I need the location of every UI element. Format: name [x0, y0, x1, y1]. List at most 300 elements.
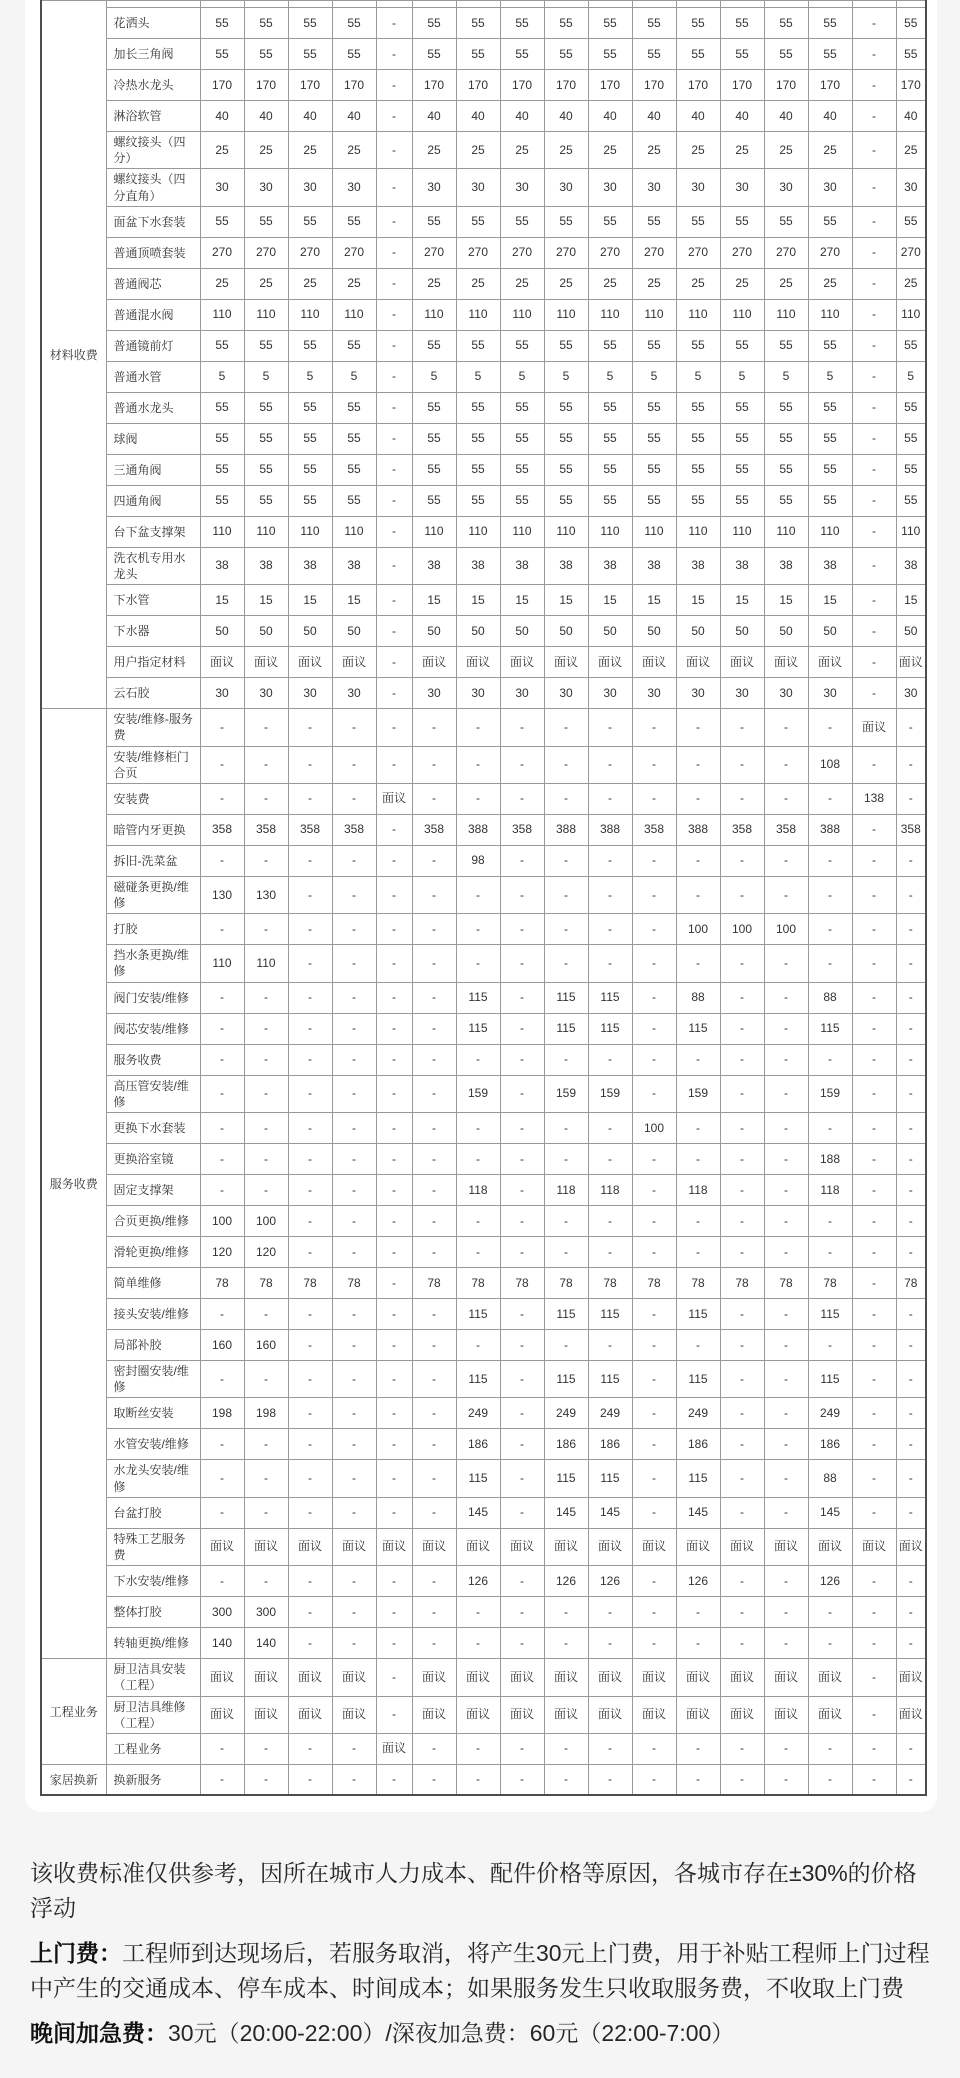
price-cell: -: [764, 1044, 808, 1075]
price-cell: 358: [764, 814, 808, 845]
price-cell: -: [288, 945, 332, 982]
price-cell: -: [852, 485, 896, 516]
price-cell: 115: [456, 1361, 500, 1398]
price-cell: -: [376, 237, 412, 268]
price-cell: -: [332, 845, 376, 876]
price-cell: -: [808, 1237, 852, 1268]
price-cell: 25: [244, 132, 288, 169]
price-cell: 170: [456, 70, 500, 101]
visit-fee-label: 上门费：: [30, 1940, 122, 1967]
price-cell: -: [544, 1144, 588, 1175]
price-cell: -: [500, 1566, 544, 1597]
price-cell: 55: [808, 485, 852, 516]
price-cell: -: [852, 1460, 896, 1497]
row-label-cell: 水龙头安装/维修: [106, 1460, 200, 1497]
price-cell: 25: [676, 132, 720, 169]
price-cell: -: [200, 1733, 244, 1764]
price-cell: -: [376, 1398, 412, 1429]
price-cell: 30: [244, 678, 288, 709]
price-cell: -: [852, 1628, 896, 1659]
price-cell: 25: [200, 132, 244, 169]
price-cell: 40: [200, 101, 244, 132]
price-cell: -: [288, 1075, 332, 1112]
price-cell: [456, 1, 500, 8]
price-cell: 126: [456, 1566, 500, 1597]
price-cell: 55: [200, 39, 244, 70]
price-cell: 110: [244, 516, 288, 547]
price-cell: 25: [412, 132, 456, 169]
price-cell: 110: [200, 945, 244, 982]
row-label-cell: 洗衣机专用水龙头: [106, 547, 200, 584]
price-cell: 115: [808, 1299, 852, 1330]
price-cell: [896, 1, 926, 8]
price-cell: 55: [764, 330, 808, 361]
price-cell: -: [456, 1113, 500, 1144]
price-cell: -: [412, 945, 456, 982]
price-cell: 面议: [676, 647, 720, 678]
price-cell: -: [720, 1497, 764, 1528]
price-cell: 110: [244, 945, 288, 982]
price-cell: 40: [764, 101, 808, 132]
price-cell: 110: [332, 299, 376, 330]
price-cell: -: [720, 1733, 764, 1764]
price-cell: 55: [288, 206, 332, 237]
price-cell: -: [720, 1113, 764, 1144]
table-row: [41, 1113, 926, 1144]
price-cell: 面议: [412, 1528, 456, 1565]
table-row: [41, 1013, 926, 1044]
table-row: [41, 1528, 926, 1565]
price-cell: -: [376, 70, 412, 101]
row-label-cell: 特殊工艺服务费: [106, 1528, 200, 1565]
price-cell: 55: [500, 423, 544, 454]
price-cell: -: [720, 1429, 764, 1460]
price-cell: -: [764, 1733, 808, 1764]
price-cell: -: [676, 1628, 720, 1659]
price-cell: -: [588, 914, 632, 945]
row-label-cell: 暗管内牙更换: [106, 814, 200, 845]
price-cell: 160: [244, 1330, 288, 1361]
price-cell: -: [244, 982, 288, 1013]
price-cell: 110: [632, 516, 676, 547]
price-cell: -: [500, 709, 544, 746]
night-fee-label: 晚间加急费：: [30, 2020, 168, 2047]
price-cell: 25: [332, 132, 376, 169]
price-cell: -: [720, 709, 764, 746]
price-cell: -: [720, 845, 764, 876]
price-cell: 145: [676, 1497, 720, 1528]
price-cell: -: [332, 945, 376, 982]
price-cell: 面议: [852, 1528, 896, 1565]
price-cell: -: [544, 709, 588, 746]
price-cell: -: [288, 1299, 332, 1330]
price-cell: 249: [588, 1398, 632, 1429]
price-cell: -: [852, 330, 896, 361]
price-cell: 110: [588, 516, 632, 547]
price-cell: 25: [544, 268, 588, 299]
price-cell: -: [456, 709, 500, 746]
price-cell: -: [896, 709, 926, 746]
price-cell: 55: [200, 206, 244, 237]
row-label-cell: 下水器: [106, 616, 200, 647]
price-cell: 110: [808, 299, 852, 330]
row-label-cell: [106, 1, 200, 8]
price-cell: -: [288, 1460, 332, 1497]
price-cell: -: [896, 876, 926, 913]
price-cell: -: [676, 746, 720, 783]
price-cell: 118: [676, 1175, 720, 1206]
price-cell: 面议: [500, 1696, 544, 1733]
price-cell: 110: [720, 516, 764, 547]
price-cell: -: [332, 1044, 376, 1075]
price-cell: 30: [412, 678, 456, 709]
price-cell: 50: [764, 616, 808, 647]
price-cell: 15: [896, 585, 926, 616]
price-cell: -: [376, 1113, 412, 1144]
price-cell: 38: [720, 547, 764, 584]
table-row: [41, 1361, 926, 1398]
price-cell: -: [764, 1566, 808, 1597]
price-cell: -: [852, 132, 896, 169]
table-row: [41, 1299, 926, 1330]
price-cell: -: [288, 1566, 332, 1597]
price-cell: 15: [200, 585, 244, 616]
price-cell: 55: [588, 330, 632, 361]
price-cell: 186: [456, 1429, 500, 1460]
price-cell: -: [376, 1696, 412, 1733]
price-cell: 110: [764, 299, 808, 330]
price-cell: 面议: [200, 647, 244, 678]
price-cell: -: [500, 1206, 544, 1237]
price-cell: -: [632, 914, 676, 945]
price-cell: -: [332, 746, 376, 783]
price-cell: 55: [412, 330, 456, 361]
price-cell: -: [852, 1113, 896, 1144]
row-label-cell: 三通角阀: [106, 454, 200, 485]
price-cell: -: [332, 1460, 376, 1497]
table-row: [41, 647, 926, 678]
price-cell: 40: [676, 101, 720, 132]
price-cell: -: [588, 1144, 632, 1175]
price-cell: 110: [200, 299, 244, 330]
row-label-cell: 普通顶喷套装: [106, 237, 200, 268]
price-cell: 55: [676, 8, 720, 39]
price-cell: -: [896, 845, 926, 876]
price-cell: 25: [412, 268, 456, 299]
price-cell: 面议: [456, 647, 500, 678]
price-cell: -: [896, 1429, 926, 1460]
price-cell: 118: [808, 1175, 852, 1206]
table-row: [41, 1175, 926, 1206]
price-cell: 55: [808, 8, 852, 39]
price-cell: 40: [244, 101, 288, 132]
table-row: [41, 101, 926, 132]
price-cell: -: [852, 746, 896, 783]
table-row: [41, 1144, 926, 1175]
price-cell: [376, 1, 412, 8]
price-cell: 115: [456, 982, 500, 1013]
row-label-cell: 淋浴软管: [106, 101, 200, 132]
price-cell: -: [544, 1206, 588, 1237]
price-cell: 100: [764, 914, 808, 945]
price-cell: -: [244, 1733, 288, 1764]
price-cell: -: [376, 299, 412, 330]
price-cell: 面议: [200, 1528, 244, 1565]
row-label-cell: 取断丝安装: [106, 1398, 200, 1429]
price-cell: -: [764, 746, 808, 783]
price-cell: -: [676, 1237, 720, 1268]
price-cell: -: [200, 1075, 244, 1112]
price-cell: 55: [500, 206, 544, 237]
price-cell: 55: [332, 454, 376, 485]
price-cell: 30: [764, 169, 808, 206]
row-label-cell: 安装费: [106, 783, 200, 814]
price-cell: -: [500, 982, 544, 1013]
price-cell: 25: [456, 268, 500, 299]
price-cell: 198: [244, 1398, 288, 1429]
price-cell: 面议: [500, 1528, 544, 1565]
price-cell: 55: [632, 39, 676, 70]
price-cell: 78: [500, 1268, 544, 1299]
price-cell: 38: [764, 547, 808, 584]
price-cell: -: [852, 299, 896, 330]
price-cell: -: [632, 1361, 676, 1398]
table-row: [41, 945, 926, 982]
price-cell: 面议: [288, 1696, 332, 1733]
table-row: [41, 678, 926, 709]
price-cell: -: [632, 1206, 676, 1237]
price-cell: 110: [288, 299, 332, 330]
table-row: [41, 268, 926, 299]
price-cell: 115: [456, 1013, 500, 1044]
price-cell: 78: [288, 1268, 332, 1299]
price-cell: 55: [500, 8, 544, 39]
price-cell: -: [808, 945, 852, 982]
price-cell: 388: [544, 814, 588, 845]
price-cell: 30: [244, 169, 288, 206]
table-row: [41, 299, 926, 330]
price-cell: 78: [676, 1268, 720, 1299]
price-cell: -: [896, 1206, 926, 1237]
price-cell: -: [852, 616, 896, 647]
price-cell: -: [852, 1429, 896, 1460]
price-cell: 55: [588, 8, 632, 39]
price-cell: -: [632, 1144, 676, 1175]
price-cell: -: [764, 1330, 808, 1361]
price-cell: 358: [896, 814, 926, 845]
row-label-cell: 阀芯安装/维修: [106, 1013, 200, 1044]
price-cell: -: [376, 876, 412, 913]
price-cell: 388: [808, 814, 852, 845]
price-cell: 55: [244, 392, 288, 423]
price-cell: 40: [500, 101, 544, 132]
price-cell: -: [676, 1044, 720, 1075]
price-cell: -: [244, 1075, 288, 1112]
price-cell: -: [376, 814, 412, 845]
price-cell: -: [412, 1628, 456, 1659]
price-cell: -: [200, 1460, 244, 1497]
price-cell: -: [376, 746, 412, 783]
price-cell: [764, 1, 808, 8]
price-cell: [244, 1, 288, 8]
table-row: [41, 1429, 926, 1460]
price-cell: 38: [288, 547, 332, 584]
price-cell: 300: [244, 1597, 288, 1628]
price-cell: 358: [200, 814, 244, 845]
price-cell: -: [288, 982, 332, 1013]
price-cell: -: [808, 1206, 852, 1237]
price-table-body: [41, 1, 926, 1796]
price-cell: 面议: [588, 647, 632, 678]
price-cell: 78: [332, 1268, 376, 1299]
price-cell: 170: [808, 70, 852, 101]
price-cell: 115: [456, 1299, 500, 1330]
price-cell: 145: [588, 1497, 632, 1528]
price-cell: -: [376, 132, 412, 169]
price-cell: 面议: [412, 647, 456, 678]
table-row: [41, 845, 926, 876]
price-cell: -: [896, 982, 926, 1013]
price-cell: -: [632, 845, 676, 876]
price-cell: 30: [332, 169, 376, 206]
price-cell: -: [896, 1628, 926, 1659]
price-cell: 38: [676, 547, 720, 584]
price-cell: -: [852, 814, 896, 845]
price-cell: 120: [200, 1237, 244, 1268]
price-cell: -: [852, 845, 896, 876]
price-cell: 115: [544, 982, 588, 1013]
price-cell: 115: [588, 1013, 632, 1044]
price-cell: 55: [632, 485, 676, 516]
row-label-cell: 用户指定材料: [106, 647, 200, 678]
price-cell: 159: [808, 1075, 852, 1112]
price-cell: 25: [676, 268, 720, 299]
price-cell: -: [244, 845, 288, 876]
price-cell: -: [456, 1044, 500, 1075]
price-cell: 78: [412, 1268, 456, 1299]
price-cell: 270: [544, 237, 588, 268]
price-cell: 186: [808, 1429, 852, 1460]
table-row: [41, 1237, 926, 1268]
price-cell: 40: [632, 101, 676, 132]
price-cell: -: [376, 647, 412, 678]
price-cell: 25: [588, 268, 632, 299]
row-label-cell: 合页更换/维修: [106, 1206, 200, 1237]
price-cell: 170: [412, 70, 456, 101]
price-cell: -: [764, 845, 808, 876]
price-cell: 388: [456, 814, 500, 845]
price-cell: -: [376, 454, 412, 485]
price-cell: -: [332, 1299, 376, 1330]
price-cell: 40: [544, 101, 588, 132]
price-cell: [412, 1, 456, 8]
price-cell: -: [720, 1144, 764, 1175]
price-cell: -: [676, 945, 720, 982]
price-cell: -: [500, 1733, 544, 1764]
price-cell: -: [456, 746, 500, 783]
price-cell: 50: [456, 616, 500, 647]
row-label-cell: 四通角阀: [106, 485, 200, 516]
price-cell: 面议: [764, 1696, 808, 1733]
price-cell: 160: [200, 1330, 244, 1361]
price-cell: -: [544, 876, 588, 913]
price-cell: 30: [332, 678, 376, 709]
price-cell: 25: [588, 132, 632, 169]
price-cell: 40: [588, 101, 632, 132]
price-cell: 78: [896, 1268, 926, 1299]
price-cell: -: [412, 1398, 456, 1429]
price-cell: -: [764, 1175, 808, 1206]
price-cell: -: [896, 1361, 926, 1398]
price-cell: -: [376, 1597, 412, 1628]
price-cell: 358: [632, 814, 676, 845]
price-cell: 159: [544, 1075, 588, 1112]
price-cell: 55: [720, 8, 764, 39]
price-cell: 55: [456, 485, 500, 516]
price-cell: 面议: [676, 1696, 720, 1733]
price-cell: 55: [244, 8, 288, 39]
price-cell: -: [412, 982, 456, 1013]
price-cell: 118: [588, 1175, 632, 1206]
table-row: [41, 982, 926, 1013]
price-cell: 110: [456, 516, 500, 547]
price-cell: -: [632, 1044, 676, 1075]
row-label-cell: 冷热水龙头: [106, 70, 200, 101]
price-cell: -: [200, 1497, 244, 1528]
price-cell: -: [852, 547, 896, 584]
price-cell: 30: [676, 169, 720, 206]
price-cell: -: [456, 1144, 500, 1175]
price-cell: 面议: [808, 1528, 852, 1565]
price-cell: -: [412, 1361, 456, 1398]
price-cell: 55: [244, 39, 288, 70]
price-cell: 110: [720, 299, 764, 330]
price-cell: -: [412, 783, 456, 814]
price-cell: -: [500, 1497, 544, 1528]
price-cell: -: [720, 1013, 764, 1044]
price-cell: -: [332, 1113, 376, 1144]
row-label-cell: 加长三角阀: [106, 39, 200, 70]
price-cell: 面议: [288, 647, 332, 678]
price-cell: -: [456, 1628, 500, 1659]
price-cell: 78: [244, 1268, 288, 1299]
price-cell: -: [852, 206, 896, 237]
price-cell: 358: [720, 814, 764, 845]
price-cell: -: [376, 585, 412, 616]
price-cell: -: [456, 945, 500, 982]
price-cell: -: [852, 1175, 896, 1206]
price-cell: -: [244, 914, 288, 945]
price-cell: -: [500, 746, 544, 783]
table-row: [41, 1398, 926, 1429]
price-cell: 25: [896, 132, 926, 169]
price-cell: 25: [500, 132, 544, 169]
price-cell: -: [588, 1237, 632, 1268]
price-cell: 55: [412, 423, 456, 454]
price-cell: 115: [676, 1361, 720, 1398]
price-cell: -: [376, 1268, 412, 1299]
price-cell: 55: [544, 206, 588, 237]
price-cell: -: [376, 1460, 412, 1497]
price-cell: -: [244, 1460, 288, 1497]
price-cell: -: [244, 1764, 288, 1795]
price-cell: 30: [500, 169, 544, 206]
price-cell: -: [852, 101, 896, 132]
price-cell: 55: [764, 8, 808, 39]
price-cell: -: [720, 982, 764, 1013]
price-cell: 145: [456, 1497, 500, 1528]
price-cell: 120: [244, 1237, 288, 1268]
